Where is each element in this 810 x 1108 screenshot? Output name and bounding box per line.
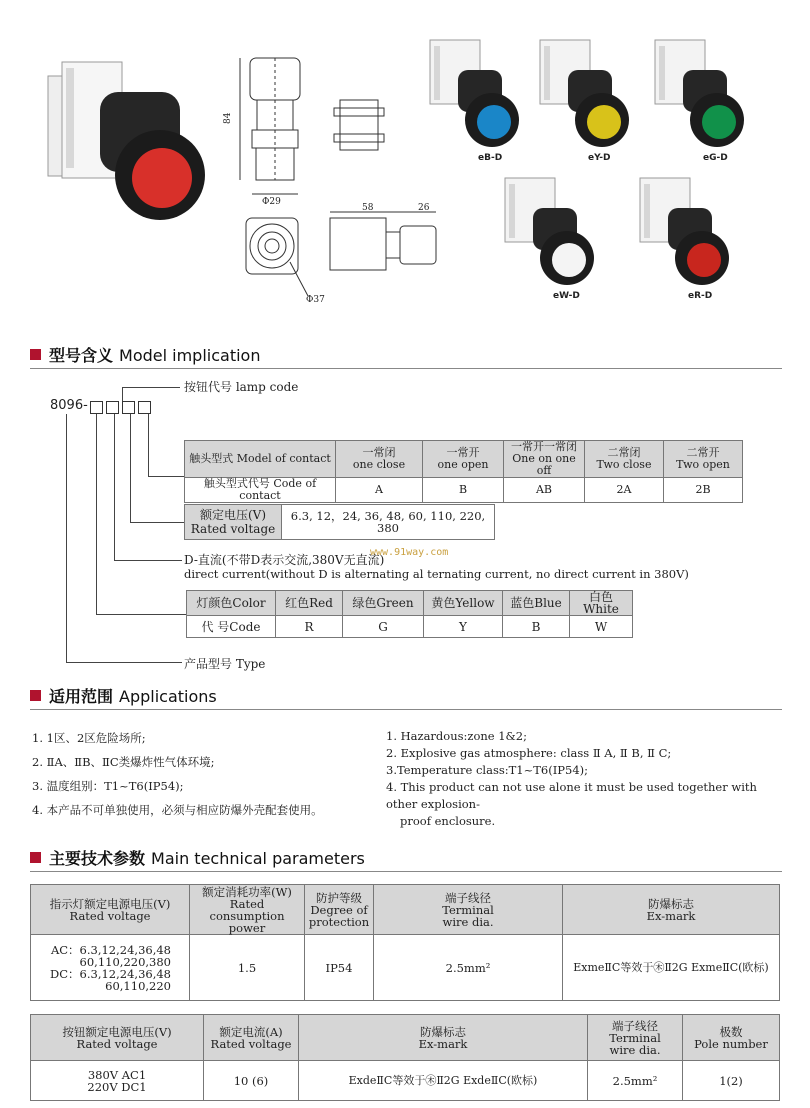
code-box-3 xyxy=(122,401,135,414)
contact-row2-label: 触头型式代号 Code of contact xyxy=(185,478,336,503)
code-box-4 xyxy=(138,401,151,414)
dim-26: 26 xyxy=(418,203,430,213)
applications-cn: 1. 1区、2区危险场所; 2. ⅡA、ⅡB、ⅡC类爆炸性气体环境; 3. 温度组别：T1~T6(IP54); 4. 本产品不可单独使用，必须与相应防爆外壳配套使用。 xyxy=(32,731,323,817)
main-product-photo xyxy=(48,62,205,220)
product-figures xyxy=(0,0,810,310)
indicator-params-table: 指示灯额定电源电压(V) Rated voltage 额定消耗功率(W) Rated consumption power 防护等级 Degree of protection 端子线径 Terminal wire dia. 防爆标志 Ex-mark AC：6.3,12,24,36,48 60,110,220,380 DC：6.3,12,24,36,48 60,110,220 1.5 IP54 2.5mm² ExmeⅡC等效于㊍Ⅱ2G ExmeⅡC(欧标) xyxy=(30,884,780,1001)
lamp-code-label: 按钮代号 lamp code xyxy=(184,380,299,394)
drawing-length-view xyxy=(330,212,436,270)
dc-note-cn: D-直流(不带D表示交流,380V无直流) xyxy=(184,553,385,567)
drawing-side-view xyxy=(334,100,384,150)
code-box-2 xyxy=(106,401,119,414)
variant-photo-eb-d xyxy=(430,40,519,163)
section-rule xyxy=(30,368,782,369)
variant-label: eY-D xyxy=(588,153,611,163)
dim-37: Φ37 xyxy=(306,295,325,305)
dim-29: Φ29 xyxy=(262,197,281,207)
section-title-model: 型号含义 Model implication xyxy=(30,343,260,366)
type-label: 产品型号 Type xyxy=(184,657,266,671)
variant-photo-ew-d xyxy=(505,178,594,301)
variant-photo-eg-d xyxy=(655,40,744,163)
variant-photo-er-d xyxy=(640,178,729,301)
code-box-1 xyxy=(90,401,103,414)
section-title-applications: 适用范围 Applications xyxy=(30,684,217,707)
drawing-front-view xyxy=(240,58,300,194)
voltage-values: 6.3, 12，24, 36, 48, 60, 110, 220, 380 xyxy=(282,505,495,540)
button-params-table: 按钮额定电源电压(V) Rated voltage 额定电流(A) Rated voltage 防爆标志 Ex-mark 端子线径 Terminal wire dia. 极数 Pole number 380V AC1 220V DC1 10 (6) ExdeⅡC等效于㊍Ⅱ2G ExdeⅡC(欧标) 2.5mm² 1(2) xyxy=(30,1014,780,1101)
variant-photos xyxy=(430,40,744,301)
dc-note-en: direct current(without D is alternating al ternating current, no direct current in 380V) xyxy=(184,567,689,581)
variant-label: eW-D xyxy=(553,291,580,301)
watermark: www.91way.com xyxy=(370,547,449,558)
variant-photo-ey-d xyxy=(540,40,629,163)
variant-label: eB-D xyxy=(478,153,503,163)
dim-84: 84 xyxy=(223,112,233,124)
dim-58: 58 xyxy=(362,203,374,213)
applications-en: 1. Hazardous:zone 1&2; 2. Explosive gas atmosphere: class Ⅱ A, Ⅱ B, Ⅱ C; 3.Temperature class:T1~T6(IP54); 4. This product can not use alone it must be used together with other explosion- proof enclosure. xyxy=(386,729,757,828)
variant-label: eG-D xyxy=(703,153,728,163)
variant-label: eR-D xyxy=(688,291,713,301)
section-rule xyxy=(30,709,782,710)
drawing-round-view xyxy=(246,218,308,296)
voltage-table: 额定电压(V) Rated voltage 6.3, 12，24, 36, 48, 60, 110, 220, 380 xyxy=(184,504,495,540)
model-code-base: 8096- xyxy=(50,398,88,413)
contact-row1-label: 触头型式 Model of contact xyxy=(185,441,336,478)
section-title-params: 主要技术参数 Main technical parameters xyxy=(30,846,365,869)
contact-table: 触头型式 Model of contact 一常闭 one close 一常开 one open 一常开一常闭 One on one off 二常闭 Two close 二常开 Two open 触头型式代号 Code of contact A B AB 2A 2B xyxy=(184,440,743,503)
color-table: 灯颜色Color 红色Red 绿色Green 黄色Yellow 蓝色Blue 白色White 代 号Code R G Y B W xyxy=(186,590,633,638)
section-rule xyxy=(30,871,782,872)
